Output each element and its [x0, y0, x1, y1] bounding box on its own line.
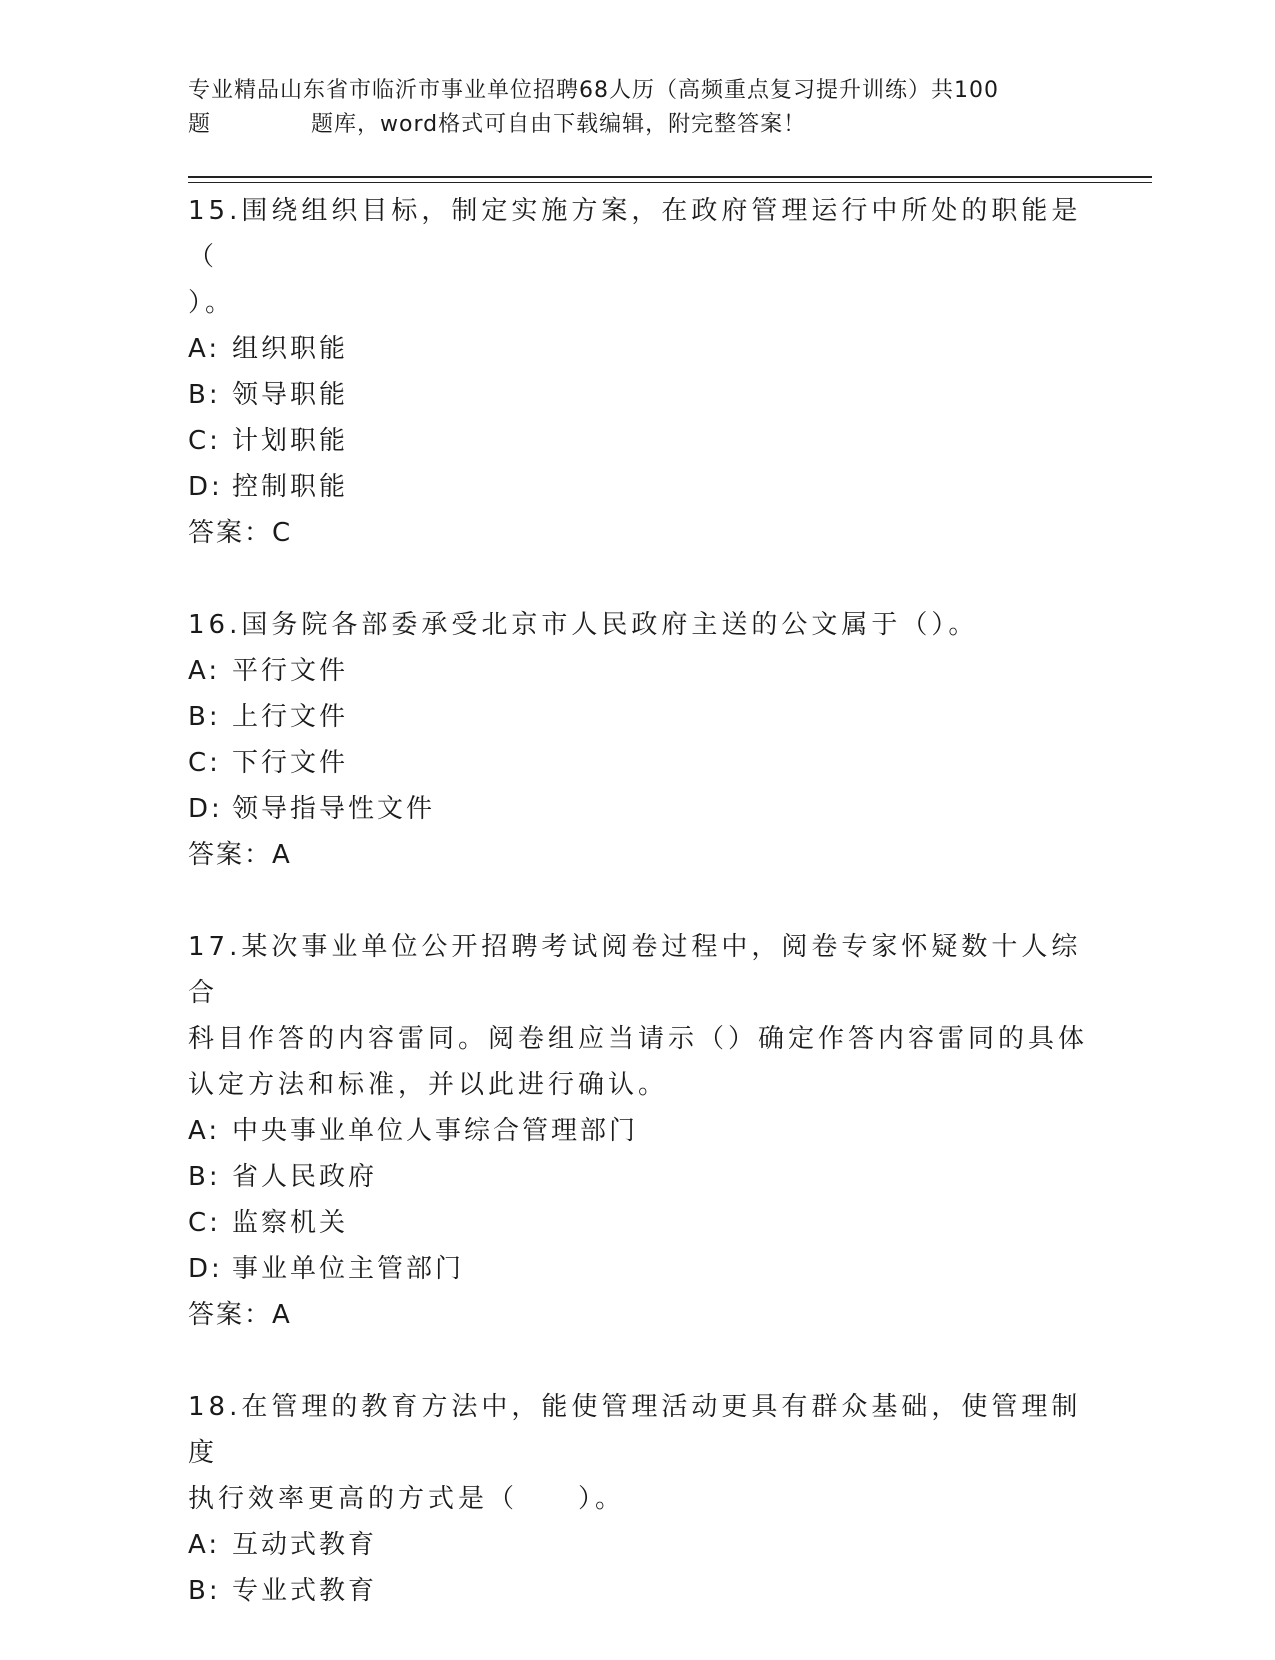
- stem-line: 17.某次事业单位公开招聘考试阅卷过程中，阅卷专家怀疑数十人综合: [188, 932, 1082, 1008]
- option-letter: D:: [188, 794, 223, 824]
- option-letter: C:: [188, 426, 221, 456]
- option-text: 省人民政府: [232, 1162, 378, 1192]
- stem-line: 15.围绕组织目标，制定实施方案，在政府管理运行中所处的职能是（: [188, 196, 1082, 272]
- option-text: 中央事业单位人事综合管理部门: [232, 1116, 639, 1146]
- stem-line: 16.国务院各部委承受北京市人民政府主送的公文属于（）。: [188, 610, 979, 640]
- option-letter: B:: [188, 380, 221, 410]
- question-stem: [188, 602, 1088, 648]
- document-header: [188, 74, 1068, 142]
- option-b: [188, 694, 1088, 740]
- question-stem: [188, 1384, 1088, 1522]
- option-c: [188, 740, 1088, 786]
- option-letter: B:: [188, 702, 221, 732]
- stem-line: 18.在管理的教育方法中，能使管理活动更具有群众基础，使管理制度: [188, 1392, 1082, 1468]
- stem-line: ）。: [188, 288, 236, 318]
- question-stem: [188, 924, 1088, 1108]
- option-c: [188, 418, 1088, 464]
- option-letter: A:: [188, 1116, 221, 1146]
- option-text: 下行文件: [232, 748, 349, 778]
- header-line-2: [188, 108, 1068, 142]
- option-text: 平行文件: [232, 656, 349, 686]
- option-letter: D:: [188, 472, 223, 502]
- question-17: [188, 924, 1088, 1338]
- stem-line: 认定方法和标准，并以此进行确认。: [188, 1070, 669, 1100]
- option-text: 事业单位主管部门: [232, 1254, 465, 1284]
- header-divider-bottom: [188, 182, 1152, 183]
- option-text: 组织职能: [232, 334, 349, 364]
- option-letter: B:: [188, 1162, 221, 1192]
- answer: 答案：A: [188, 1300, 292, 1330]
- answer: 答案：A: [188, 840, 292, 870]
- question-list: [188, 188, 1088, 1660]
- option-letter: B:: [188, 1576, 221, 1606]
- option-b: [188, 1154, 1088, 1200]
- option-letter: A:: [188, 334, 221, 364]
- option-text: 监察机关: [232, 1208, 349, 1238]
- header-line-2-right: 题库，word格式可自由下载编辑，附完整答案！: [311, 112, 807, 137]
- option-a: [188, 326, 1088, 372]
- header-line-1: 专业精品山东省市临沂市事业单位招聘68人历（高频重点复习提升训练）共100: [188, 78, 999, 103]
- stem-line: 科目作答的内容雷同。阅卷组应当请示（）确定作答内容雷同的具体: [188, 1024, 1089, 1054]
- option-text: 互动式教育: [232, 1530, 378, 1560]
- question-18: [188, 1384, 1088, 1614]
- option-a: [188, 1522, 1088, 1568]
- option-letter: D:: [188, 1254, 223, 1284]
- option-a: [188, 648, 1088, 694]
- option-text: 计划职能: [232, 426, 349, 456]
- option-text: 领导职能: [232, 380, 349, 410]
- option-letter: C:: [188, 748, 221, 778]
- question-stem: [188, 188, 1088, 326]
- option-text: 上行文件: [232, 702, 349, 732]
- option-d: [188, 786, 1088, 832]
- option-text: 专业式教育: [232, 1576, 378, 1606]
- option-letter: A:: [188, 656, 221, 686]
- question-15: [188, 188, 1088, 556]
- option-d: [188, 1246, 1088, 1292]
- stem-line: 执行效率更高的方式是（ ）。: [188, 1484, 626, 1514]
- option-b: [188, 1568, 1088, 1614]
- option-a: [188, 1108, 1088, 1154]
- option-letter: C:: [188, 1208, 221, 1238]
- option-c: [188, 1200, 1088, 1246]
- answer: 答案：C: [188, 518, 293, 548]
- option-b: [188, 372, 1088, 418]
- header-line-2-left: 题: [188, 112, 212, 137]
- option-d: [188, 464, 1088, 510]
- header-divider-top: [188, 176, 1152, 178]
- question-16: [188, 602, 1088, 878]
- option-text: 控制职能: [232, 472, 349, 502]
- option-text: 领导指导性文件: [232, 794, 436, 824]
- option-letter: A:: [188, 1530, 221, 1560]
